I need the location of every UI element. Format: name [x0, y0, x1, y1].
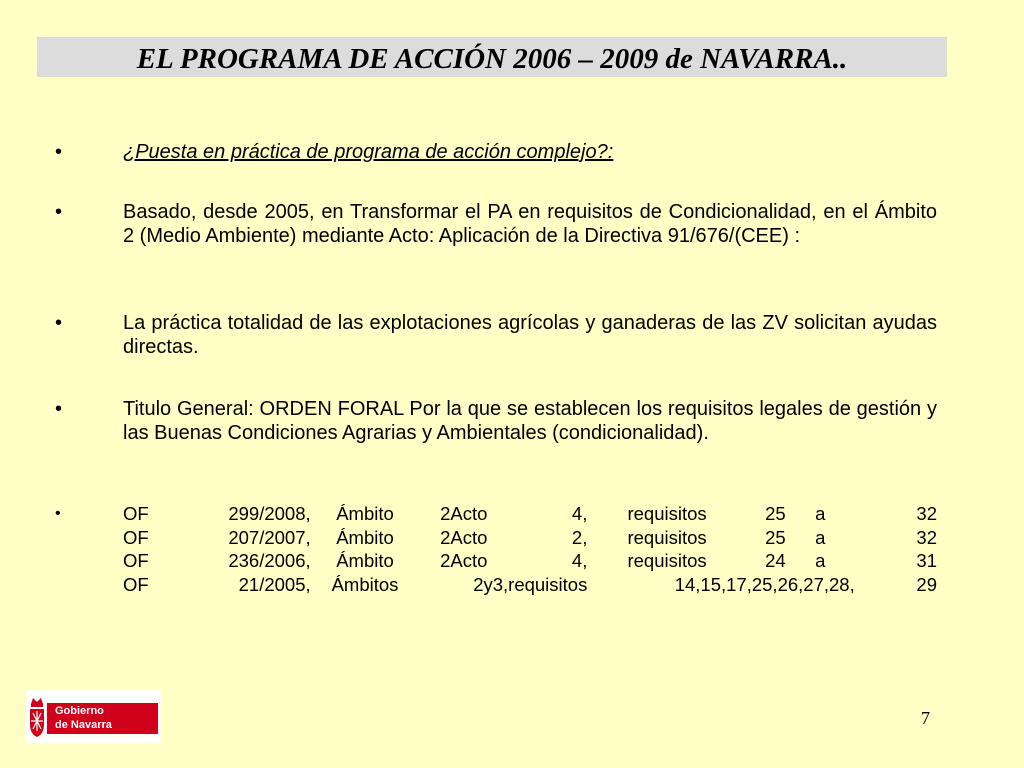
- bullet-practica: La práctica totalidad de las explotaciones agrícolas y ganaderas de las ZV solicitan ayudas directas.: [123, 312, 937, 358]
- bullet-marker: •: [55, 398, 63, 420]
- logo-line-1: Gobierno: [55, 705, 104, 717]
- of-row: OF 299/2008, Ámbito 2Acto 4, requisitos 25 a 32: [123, 503, 937, 524]
- navarra-crest-icon: [27, 694, 47, 740]
- bullet-question: ¿Puesta en práctica de programa de acción complejo?:: [123, 141, 614, 163]
- bullet-marker: •: [55, 505, 61, 522]
- orden-foral-list: [123, 502, 937, 596]
- logo-text: [55, 704, 112, 732]
- of-row: OF 21/2005, Ámbitos 2y3, requisitos 14,15,17,25,26,27,28, 29: [123, 573, 937, 595]
- bullet-basado: Basado, desde 2005, en Transformar el PA en requisitos de Condicionalidad, en el Ámbito 2 (Medio Ambiente) mediante Acto: Aplicación de la Directiva 91/676/(CEE) :: [123, 201, 937, 247]
- bullet-marker: •: [55, 312, 63, 334]
- bullet-titulo: Titulo General: ORDEN FORAL Por la que se establecen los requisitos legales de gestión y las Buenas Condiciones Agrarias y Ambientales (condicionalidad).: [123, 398, 937, 444]
- bullet-marker: •: [55, 141, 63, 163]
- of-row: OF 236/2006, Ámbito 2Acto 4, requisitos 24 a 31: [123, 550, 937, 571]
- of-row: OF 207/2007, Ámbito 2Acto 2, requisitos 25 a 32: [123, 526, 937, 548]
- bullet-marker: •: [55, 201, 63, 223]
- logo-line-2: de Navarra: [55, 719, 112, 731]
- page-number: 7: [921, 708, 930, 728]
- slide-title: EL PROGRAMA DE ACCIÓN 2006 – 2009 de NAVARRA..: [136, 43, 848, 75]
